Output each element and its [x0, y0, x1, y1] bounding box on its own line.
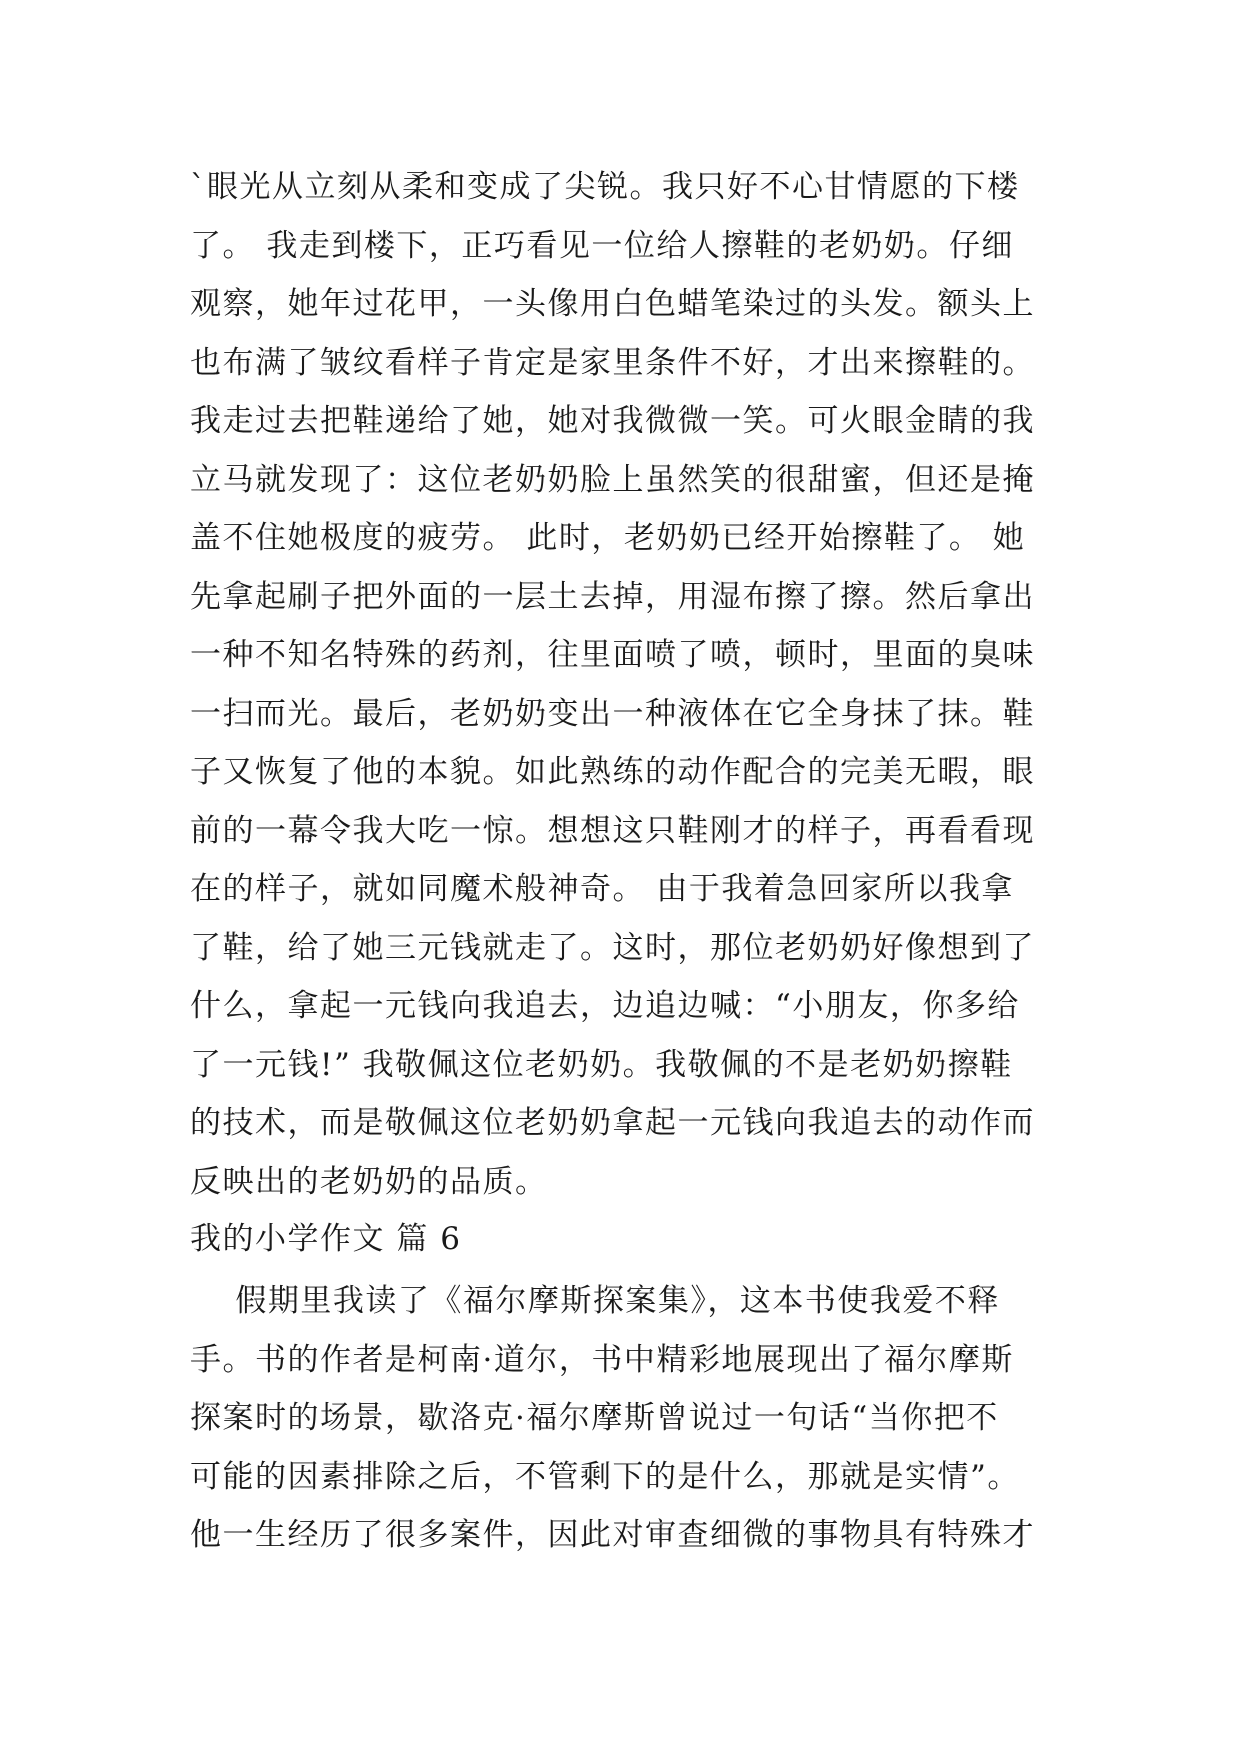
essay-continuation — [190, 158, 1070, 1211]
text-line: 盖不住她极度的疲劳。 此时，老奶奶已经开始擦鞋了。 她 — [190, 520, 1026, 556]
text-line: 什么，拿起一元钱向我追去，边追边喊：“小朋友，你多给 — [190, 988, 1020, 1024]
text-line: 也布满了皱纹看样子肯定是家里条件不好，才出来擦鞋的。 — [190, 344, 1035, 381]
text-line: 探案时的场景，歇洛克·福尔摩斯曾说过一句话“当你把不 — [190, 1400, 999, 1436]
text-line: 前的一幕令我大吃一惊。想想这只鞋刚才的样子，再看看现 — [190, 812, 1035, 849]
text-line: 子又恢复了他的本貌。如此熟练的动作配合的完美无暇，眼 — [190, 754, 1035, 790]
text-line: `眼光从立刻从柔和变成了尖锐。我只好不心甘情愿的下楼 — [190, 169, 1020, 205]
text-line: 他一生经历了很多案件，因此对审查细微的事物具有特殊才 — [190, 1517, 1035, 1553]
section-heading: 我的小学作文 篇 6 — [190, 1221, 462, 1257]
text-line: 一种不知名特殊的药剂，往里面喷了喷，顿时，里面的臭味 — [190, 637, 1035, 673]
text-line: 了一元钱!” 我敬佩这位老奶奶。我敬佩的不是老奶奶擦鞋 — [190, 1046, 1013, 1083]
text-line: 我走过去把鞋递给了她，她对我微微一笑。可火眼金睛的我 — [190, 403, 1035, 439]
text-line: 假期里我读了《福尔摩斯探案集》，这本书使我爱不释 — [190, 1283, 1000, 1319]
essay-six-body — [190, 1272, 1070, 1565]
text-line: 可能的因素排除之后，不管剩下的是什么，那就是实情”。 — [190, 1458, 1020, 1495]
text-line: 反映出的老奶奶的品质。 — [190, 1163, 548, 1200]
text-line: 在的样子，就如同魔术般神奇。 由于我着急回家所以我拿 — [190, 871, 1014, 907]
text-line: 手。书的作者是柯南·道尔，书中精彩地展现出了福尔摩斯 — [190, 1341, 1014, 1378]
text-line: 观察，她年过花甲，一头像用白色蜡笔染过的头发。额头上 — [190, 286, 1035, 322]
text-line: 立马就发现了：这位老奶奶脸上虽然笑的很甜蜜，但还是掩 — [190, 461, 1035, 498]
text-line: 了鞋，给了她三元钱就走了。这时，那位老奶奶好像想到了 — [190, 929, 1035, 966]
text-line: 一扫而光。最后，老奶奶变出一种液体在它全身抹了抹。鞋 — [190, 695, 1035, 732]
text-line: 先拿起刷子把外面的一层土去掉，用湿布擦了擦。然后拿出 — [190, 578, 1035, 615]
text-line: 的技术，而是敬佩这位老奶奶拿起一元钱向我追去的动作而 — [190, 1105, 1035, 1141]
text-line: 了。 我走到楼下，正巧看见一位给人擦鞋的老奶奶。仔细 — [190, 227, 1014, 264]
